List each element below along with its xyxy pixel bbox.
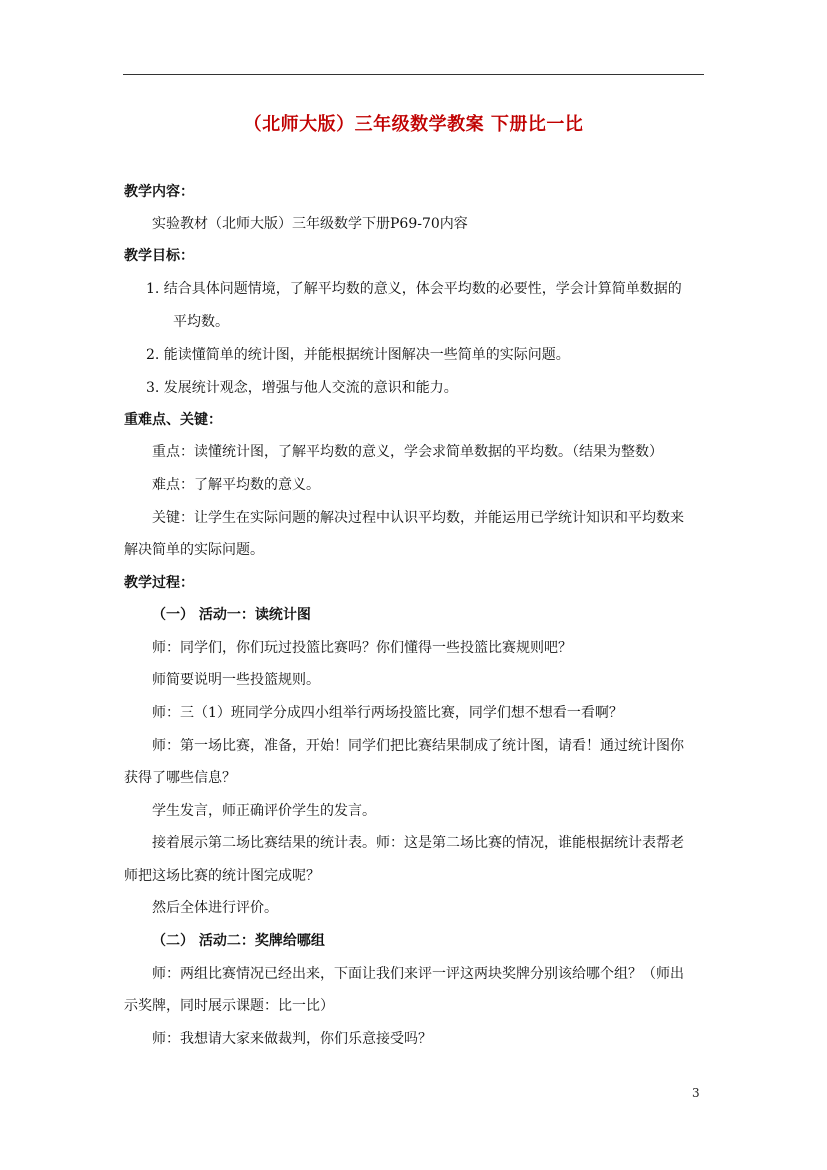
paragraph: 师：我想请大家来做裁判，你们乐意接受吗？ — [152, 1031, 432, 1047]
header-rule — [123, 74, 704, 75]
paragraph: 重点：读懂统计图，了解平均数的意义，学会求简单数据的平均数。（结果为整数） — [152, 444, 663, 460]
section-heading-key-points: 重难点、关键： — [124, 412, 222, 428]
list-item: 2. 能读懂简单的统计图，并能根据统计图解决一些简单的实际问题。 — [146, 347, 570, 363]
section-heading-objectives: 教学目标： — [124, 248, 194, 264]
subsection-heading-activity-2: （二） 活动二：奖牌给哪组 — [152, 933, 325, 949]
document-title: （北师大版）三年级数学教案 下册比一比 — [243, 114, 584, 135]
subsection-heading-activity-1: （一） 活动一：读统计图 — [152, 607, 311, 623]
paragraph-continuation: 师把这场比赛的统计图完成呢？ — [124, 868, 320, 884]
section-heading-process: 教学过程： — [124, 575, 194, 591]
paragraph: 师：同学们，你们玩过投篮比赛吗？你们懂得一些投篮比赛规则吧？ — [152, 640, 572, 656]
paragraph: 学生发言，师正确评价学生的发言。 — [152, 803, 376, 819]
paragraph: 然后全体进行评价。 — [152, 900, 278, 916]
paragraph-continuation: 获得了哪些信息？ — [124, 770, 236, 786]
paragraph-continuation: 示奖牌，同时展示课题：比一比） — [124, 998, 334, 1014]
paragraph: 师：两组比赛情况已经出来，下面让我们来评一评这两块奖牌分别该给哪个组？（师出 — [152, 966, 684, 982]
list-item: 1. 结合具体问题情境，了解平均数的意义，体会平均数的必要性，学会计算简单数据的 — [146, 281, 682, 297]
page-number: 3 — [692, 1086, 700, 1100]
paragraph: 接着展示第二场比赛结果的统计表。师：这是第二场比赛的情况，谁能根据统计表帮老 — [152, 835, 684, 851]
paragraph: 实验教材（北师大版）三年级数学下册P69-70内容 — [152, 216, 468, 232]
paragraph: 难点：了解平均数的意义。 — [152, 477, 320, 493]
paragraph: 师简要说明一些投篮规则。 — [152, 672, 320, 688]
paragraph: 师：三（1）班同学分成四小组举行两场投篮比赛，同学们想不想看一看啊？ — [152, 705, 623, 721]
paragraph-continuation: 解决简单的实际问题。 — [124, 542, 264, 558]
list-item-continuation: 平均数。 — [173, 314, 229, 330]
paragraph: 师：第一场比赛，准备，开始！同学们把比赛结果制成了统计图，请看！通过统计图你 — [152, 738, 684, 754]
list-item: 3. 发展统计观念，增强与他人交流的意识和能力。 — [146, 380, 458, 396]
section-heading-content: 教学内容： — [124, 184, 194, 200]
paragraph: 关键：让学生在实际问题的解决过程中认识平均数，并能运用已学统计知识和平均数来 — [152, 510, 684, 526]
